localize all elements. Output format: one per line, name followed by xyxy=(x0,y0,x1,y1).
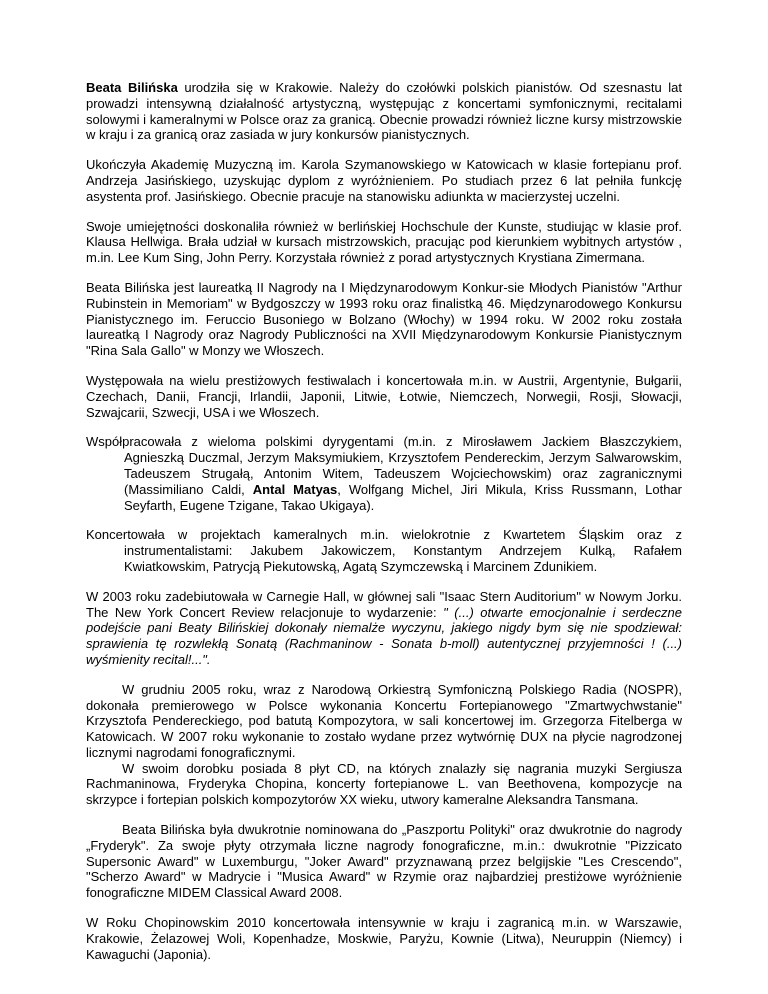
paragraph-nominations: Beata Bilińska była dwukrotnie nominowana do „Paszportu Polityki" oraz dwukrotnie do nagrody „Fryderyk". Za swoje płyty otrzymała liczne nagrody fonograficzne, m.in.: dwukrotnie "Pizzicato Supersonic Award" w Luxemburgu, "Joker Award" przyznawaną przez belgijskie "Les Crescendo", "Scherzo Award" w Madrycie i "Musica Award" w Rzymie oraz najbardziej prestiżowe wyróżnienie fonograficzne MIDEM Classical Award 2008. xyxy=(86,822,682,901)
review-quote: " (...) otwarte emocjonalnie i serdeczne podejście pani Beaty Bilińskiej dokonały niemalże wyczynu, jakiego nigdy bym się nie spodziewał: sprawienia tę rozwlekłą Sonatą (Rachmaninow - Sonata b-moll) autentycznej przyjemności ! (...) wyśmienity recital!...". xyxy=(86,604,682,667)
paragraph-chamber: Koncertowała w projektach kameralnych m.in. wielokrotnie z Kwartetem Śląskim oraz z instrumentalistami: Jakubem Jakowiczem, Konstantym Andrzejem Kulką, Rafałem Kwiatkowskim, Patrycją Piekutowską, Agatą Szymczewską i Marcinem Zdunikiem. xyxy=(86,527,682,574)
paragraph-conductors xyxy=(86,434,682,513)
paragraph-carnegie-text: W 2003 roku zadebiutowała w Carnegie Hall, w głównej sali "Isaac Stern Auditorium" w Nowym Jorku. The New York Concert Review relacjonuje to wydarzenie: xyxy=(86,588,682,620)
paragraph-masterclasses: Swoje umiejętności doskonaliła również w berlińskiej Hochschule der Kunste, studiując w klasie prof. Klausa Hellwiga. Brała udział w kursach mistrzowskich, pracując pod kierunkiem wybitnych artystów , m.in. Lee Kum Sing, John Perry. Korzystała również z porad artystycznych Krystiana Zimermana. xyxy=(86,218,682,266)
paragraph-intro xyxy=(86,80,682,143)
paragraph-intro-text: urodziła się w Krakowie. Należy do czołówki polskich pianistów. Od szesnastu lat prowadzi intensywną działalność artystyczną, występując z koncertami symfonicznymi, recitalami solowymi i kameralnymi w Polsce oraz za granicą. Obecnie prowadzi również liczne kursy mistrzowskie w kraju i za granicą oraz zasiada w jury konkursów pianistycznych. xyxy=(86,80,682,143)
paragraph-awards-competitions: Beata Bilińska jest laureatką II Nagrody na I Międzynarodowym Konkur-sie Młodych Pianistów "Arthur Rubinstein in Memoriam" w Bydgoszczy w 1993 roku oraz finalistką 46. Międzynarodowego Konkursu Pianistycznego im. Feruccio Busoniego w Bolzano (Włochy) w 1994 roku. W 2002 roku została laureatką I Nagrody oraz Nagrody Publiczności na XVII Międzynarodowym Konkursie Pianistycznym "Rina Sala Gallo" w Monzy we Włoszech. xyxy=(86,279,682,359)
paragraph-education: Ukończyła Akademię Muzyczną im. Karola Szymanowskiego w Katowicach w klasie fortepianu prof. Andrzeja Jasińskiego, uzyskując dyplom z wyróżnieniem. Po studiach przez 6 lat pełniła funkcję asystenta prof. Jasińskiego. Obecnie pracuje na stanowisku adiunkta w macierzystej uczelni. xyxy=(86,157,682,204)
artist-name: Beata Bilińska xyxy=(86,80,178,95)
paragraph-penderecki-concerto: W grudniu 2005 roku, wraz z Narodową Orkiestrą Symfoniczną Polskiego Radia (NOSPR), dokonała premierowego w Polsce wykonania Koncertu Fortepianowego "Zmartwychwstanie" Krzysztofa Pendereckiego, pod batutą Kompozytora, w sali koncertowej im. Grzegorza Fitelberga w Katowicach. W 2007 roku wykonanie to zostało wydane przez wytwórnię DUX na płycie nagrodzonej licznymi nagrodami fonograficznymi. xyxy=(86,681,682,760)
paragraph-festivals: Występowała na wielu prestiżowych festiwalach i koncertowała m.in. w Austrii, Argentynie, Bułgarii, Czechach, Danii, Francji, Irlandii, Japonii, Litwie, Łotwie, Niemczech, Norwegii, Rosji, Słowacji, Szwajcarii, Szwecji, USA i we Włoszech. xyxy=(86,372,682,420)
conductor-name-bold: Antal Matyas xyxy=(252,481,338,497)
paragraph-carnegie-hall xyxy=(86,589,682,668)
paragraph-discography: W swoim dorobku posiada 8 płyt CD, na których znalazły się nagrania muzyki Sergiusza Rachmaninowa, Fryderyka Chopina, koncerty fortepianowe L. van Beethovena, kompozycje na skrzypce i fortepian polskich kompozytorów XX wieku, utwory kameralne Aleksandra Tansmana. xyxy=(86,760,682,808)
paragraph-chopin-year: W Roku Chopinowskim 2010 koncertowała intensywnie w kraju i zagranicą m.in. w Warszawie, Krakowie, Żelazowej Woli, Kopenhadze, Moskwie, Paryżu, Kownie (Litwa), Neuruppin (Niemcy) i Kawaguchi (Japonia). xyxy=(86,915,682,962)
paragraph-conductors-text-start: Współpracowała z wieloma polskimi dyrygentami (m.in. z Mirosławem Jackiem Błaszczykiem, Agnieszką Duczmal, Jerzym Maksymiukiem, Krzysztofem Pendereckim, Jerzym Salwarowskim, Tadeuszem Strugałą, Antonim Witem, Tadeuszem Wojciechowskim) oraz zagranicznymi (Massimiliano Caldi, xyxy=(86,434,682,497)
paragraph-conductors-text-end: , Wolfgang Michel, Jiri Mikula, Kriss Russmann, Lothar Seyfarth, Eugene Tzigane, Takao Ukigaya). xyxy=(124,481,682,513)
